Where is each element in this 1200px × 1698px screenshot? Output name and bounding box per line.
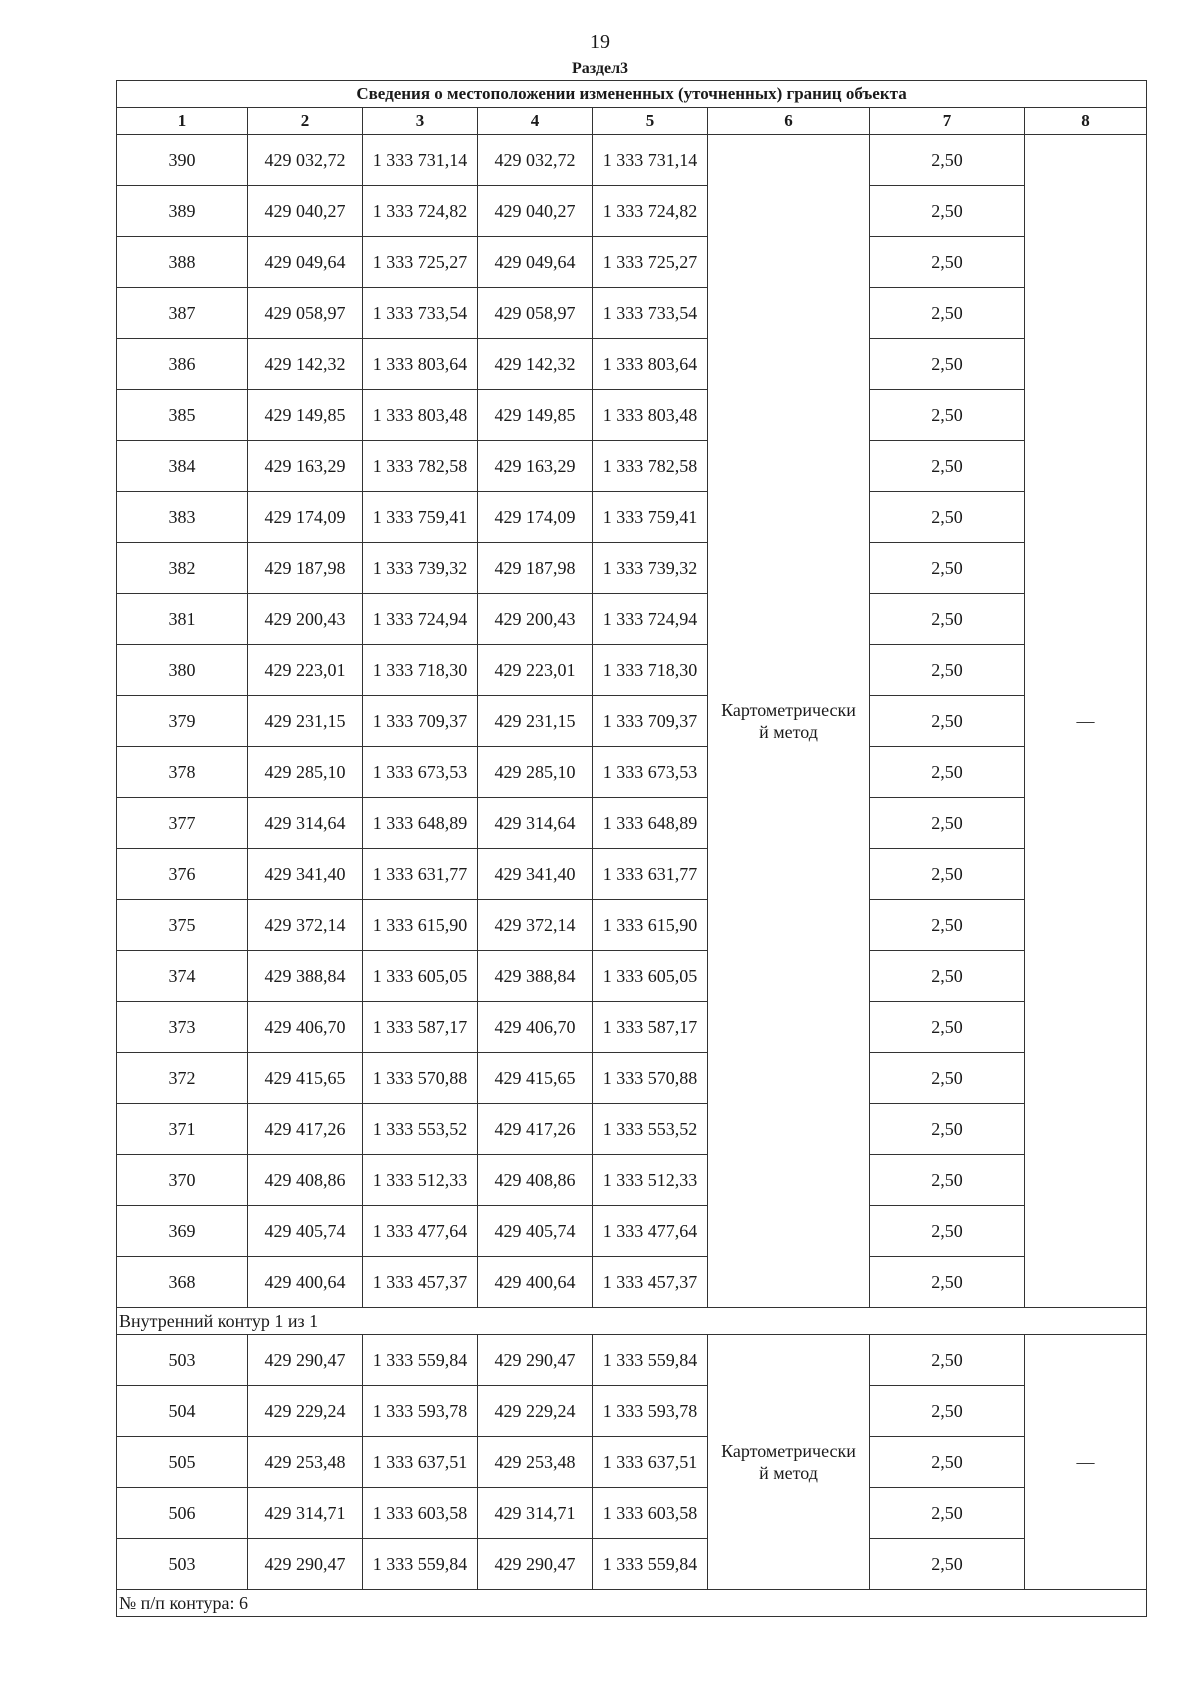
point-number-cell: 386 xyxy=(117,339,248,390)
accuracy-cell: 2,50 xyxy=(870,1539,1025,1590)
table-row xyxy=(117,951,1147,1002)
accuracy-cell: 2,50 xyxy=(870,1335,1025,1386)
y-coord-old-cell: 1 333 648,89 xyxy=(363,798,478,849)
x-coord-new-cell: 429 314,71 xyxy=(478,1488,593,1539)
y-coord-new-cell: 1 333 724,82 xyxy=(593,186,708,237)
table-row xyxy=(117,492,1147,543)
y-coord-old-cell: 1 333 559,84 xyxy=(363,1335,478,1386)
x-coord-new-cell: 429 142,32 xyxy=(478,339,593,390)
y-coord-new-cell: 1 333 457,37 xyxy=(593,1257,708,1308)
column-header-8: 8 xyxy=(1025,108,1147,135)
x-coord-old-cell: 429 142,32 xyxy=(248,339,363,390)
x-coord-new-cell: 429 163,29 xyxy=(478,441,593,492)
y-coord-new-cell: 1 333 631,77 xyxy=(593,849,708,900)
x-coord-old-cell: 429 408,86 xyxy=(248,1155,363,1206)
x-coord-old-cell: 429 049,64 xyxy=(248,237,363,288)
x-coord-old-cell: 429 290,47 xyxy=(248,1539,363,1590)
y-coord-old-cell: 1 333 739,32 xyxy=(363,543,478,594)
y-coord-new-cell: 1 333 615,90 xyxy=(593,900,708,951)
point-number-cell: 375 xyxy=(117,900,248,951)
y-coord-old-cell: 1 333 724,82 xyxy=(363,186,478,237)
y-coord-new-cell: 1 333 477,64 xyxy=(593,1206,708,1257)
table-row xyxy=(117,441,1147,492)
table-row xyxy=(117,696,1147,747)
y-coord-old-cell: 1 333 512,33 xyxy=(363,1155,478,1206)
point-number-cell: 378 xyxy=(117,747,248,798)
x-coord-new-cell: 429 372,14 xyxy=(478,900,593,951)
accuracy-cell: 2,50 xyxy=(870,390,1025,441)
x-coord-old-cell: 429 223,01 xyxy=(248,645,363,696)
accuracy-cell: 2,50 xyxy=(870,1386,1025,1437)
x-coord-new-cell: 429 174,09 xyxy=(478,492,593,543)
y-coord-old-cell: 1 333 673,53 xyxy=(363,747,478,798)
y-coord-new-cell: 1 333 733,54 xyxy=(593,288,708,339)
x-coord-old-cell: 429 388,84 xyxy=(248,951,363,1002)
accuracy-cell: 2,50 xyxy=(870,237,1025,288)
accuracy-cell: 2,50 xyxy=(870,747,1025,798)
point-number-cell: 503 xyxy=(117,1335,248,1386)
accuracy-cell: 2,50 xyxy=(870,849,1025,900)
y-coord-new-cell: 1 333 593,78 xyxy=(593,1386,708,1437)
x-coord-new-cell: 429 149,85 xyxy=(478,390,593,441)
table-row xyxy=(117,1053,1147,1104)
y-coord-old-cell: 1 333 587,17 xyxy=(363,1002,478,1053)
x-coord-new-cell: 429 200,43 xyxy=(478,594,593,645)
column-header-3: 3 xyxy=(363,108,478,135)
point-number-cell: 504 xyxy=(117,1386,248,1437)
x-coord-old-cell: 429 187,98 xyxy=(248,543,363,594)
y-coord-new-cell: 1 333 637,51 xyxy=(593,1437,708,1488)
point-number-cell: 390 xyxy=(117,135,248,186)
x-coord-old-cell: 429 405,74 xyxy=(248,1206,363,1257)
x-coord-new-cell: 429 290,47 xyxy=(478,1335,593,1386)
x-coord-new-cell: 429 341,40 xyxy=(478,849,593,900)
x-coord-old-cell: 429 174,09 xyxy=(248,492,363,543)
y-coord-new-cell: 1 333 709,37 xyxy=(593,696,708,747)
y-coord-new-cell: 1 333 731,14 xyxy=(593,135,708,186)
column-8-cell: — xyxy=(1025,135,1147,1308)
x-coord-new-cell: 429 417,26 xyxy=(478,1104,593,1155)
x-coord-new-cell: 429 032,72 xyxy=(478,135,593,186)
accuracy-cell: 2,50 xyxy=(870,951,1025,1002)
table-row xyxy=(117,1104,1147,1155)
table-row xyxy=(117,1155,1147,1206)
y-coord-old-cell: 1 333 731,14 xyxy=(363,135,478,186)
x-coord-new-cell: 429 058,97 xyxy=(478,288,593,339)
y-coord-old-cell: 1 333 559,84 xyxy=(363,1539,478,1590)
point-number-cell: 370 xyxy=(117,1155,248,1206)
x-coord-new-cell: 429 406,70 xyxy=(478,1002,593,1053)
accuracy-cell: 2,50 xyxy=(870,339,1025,390)
x-coord-new-cell: 429 408,86 xyxy=(478,1155,593,1206)
inner-contour-rows xyxy=(117,1335,1147,1590)
accuracy-cell: 2,50 xyxy=(870,798,1025,849)
point-number-cell: 368 xyxy=(117,1257,248,1308)
y-coord-old-cell: 1 333 593,78 xyxy=(363,1386,478,1437)
x-coord-old-cell: 429 032,72 xyxy=(248,135,363,186)
table-row xyxy=(117,594,1147,645)
y-coord-old-cell: 1 333 709,37 xyxy=(363,696,478,747)
table-row xyxy=(117,1488,1147,1539)
y-coord-new-cell: 1 333 803,48 xyxy=(593,390,708,441)
point-number-cell: 387 xyxy=(117,288,248,339)
x-coord-old-cell: 429 229,24 xyxy=(248,1386,363,1437)
outer-contour-rows xyxy=(117,135,1147,1308)
x-coord-new-cell: 429 285,10 xyxy=(478,747,593,798)
x-coord-new-cell: 429 388,84 xyxy=(478,951,593,1002)
page-number: 19 xyxy=(590,31,610,53)
method-cell: Картометрически й метод xyxy=(708,135,870,1308)
y-coord-new-cell: 1 333 512,33 xyxy=(593,1155,708,1206)
y-coord-new-cell: 1 333 559,84 xyxy=(593,1539,708,1590)
x-coord-old-cell: 429 372,14 xyxy=(248,900,363,951)
column-header-4: 4 xyxy=(478,108,593,135)
point-number-cell: 379 xyxy=(117,696,248,747)
y-coord-old-cell: 1 333 759,41 xyxy=(363,492,478,543)
column-header-6: 6 xyxy=(708,108,870,135)
table-row xyxy=(117,288,1147,339)
x-coord-new-cell: 429 405,74 xyxy=(478,1206,593,1257)
y-coord-old-cell: 1 333 803,64 xyxy=(363,339,478,390)
point-number-cell: 506 xyxy=(117,1488,248,1539)
x-coord-old-cell: 429 058,97 xyxy=(248,288,363,339)
y-coord-new-cell: 1 333 570,88 xyxy=(593,1053,708,1104)
y-coord-old-cell: 1 333 605,05 xyxy=(363,951,478,1002)
y-coord-old-cell: 1 333 631,77 xyxy=(363,849,478,900)
accuracy-cell: 2,50 xyxy=(870,1053,1025,1104)
x-coord-new-cell: 429 223,01 xyxy=(478,645,593,696)
y-coord-old-cell: 1 333 725,27 xyxy=(363,237,478,288)
y-coord-new-cell: 1 333 587,17 xyxy=(593,1002,708,1053)
y-coord-old-cell: 1 333 603,58 xyxy=(363,1488,478,1539)
x-coord-old-cell: 429 231,15 xyxy=(248,696,363,747)
point-number-cell: 385 xyxy=(117,390,248,441)
table-row xyxy=(117,747,1147,798)
table-row xyxy=(117,1437,1147,1488)
table-caption: Сведения о местоположении измененных (уточненных) границ объекта xyxy=(117,81,1147,108)
x-coord-new-cell: 429 187,98 xyxy=(478,543,593,594)
table-row xyxy=(117,645,1147,696)
y-coord-old-cell: 1 333 733,54 xyxy=(363,288,478,339)
accuracy-cell: 2,50 xyxy=(870,1002,1025,1053)
point-number-cell: 380 xyxy=(117,645,248,696)
accuracy-cell: 2,50 xyxy=(870,1206,1025,1257)
inner-contour-label: Внутренний контур 1 из 1 xyxy=(117,1308,1147,1335)
y-coord-old-cell: 1 333 615,90 xyxy=(363,900,478,951)
y-coord-new-cell: 1 333 559,84 xyxy=(593,1335,708,1386)
accuracy-cell: 2,50 xyxy=(870,492,1025,543)
x-coord-old-cell: 429 285,10 xyxy=(248,747,363,798)
x-coord-old-cell: 429 163,29 xyxy=(248,441,363,492)
column-8-cell: — xyxy=(1025,1335,1147,1590)
x-coord-new-cell: 429 231,15 xyxy=(478,696,593,747)
column-header-5: 5 xyxy=(593,108,708,135)
x-coord-new-cell: 429 415,65 xyxy=(478,1053,593,1104)
column-header-1: 1 xyxy=(117,108,248,135)
y-coord-old-cell: 1 333 637,51 xyxy=(363,1437,478,1488)
table-row xyxy=(117,1539,1147,1590)
column-header-row xyxy=(117,108,1147,135)
table-row xyxy=(117,1257,1147,1308)
y-coord-new-cell: 1 333 782,58 xyxy=(593,441,708,492)
y-coord-new-cell: 1 333 739,32 xyxy=(593,543,708,594)
x-coord-old-cell: 429 200,43 xyxy=(248,594,363,645)
x-coord-old-cell: 429 314,71 xyxy=(248,1488,363,1539)
table-row xyxy=(117,237,1147,288)
method-cell: Картометрически й метод xyxy=(708,1335,870,1590)
y-coord-new-cell: 1 333 725,27 xyxy=(593,237,708,288)
y-coord-old-cell: 1 333 724,94 xyxy=(363,594,478,645)
table-row xyxy=(117,339,1147,390)
table-row xyxy=(117,1335,1147,1386)
y-coord-old-cell: 1 333 553,52 xyxy=(363,1104,478,1155)
point-number-cell: 384 xyxy=(117,441,248,492)
point-number-cell: 388 xyxy=(117,237,248,288)
accuracy-cell: 2,50 xyxy=(870,288,1025,339)
y-coord-old-cell: 1 333 803,48 xyxy=(363,390,478,441)
y-coord-new-cell: 1 333 553,52 xyxy=(593,1104,708,1155)
point-number-cell: 383 xyxy=(117,492,248,543)
contour-number-label: № п/п контура: 6 xyxy=(117,1590,1147,1617)
accuracy-cell: 2,50 xyxy=(870,900,1025,951)
accuracy-cell: 2,50 xyxy=(870,1437,1025,1488)
point-number-cell: 372 xyxy=(117,1053,248,1104)
point-number-cell: 389 xyxy=(117,186,248,237)
y-coord-new-cell: 1 333 605,05 xyxy=(593,951,708,1002)
boundary-coordinates-table xyxy=(116,80,1147,1617)
accuracy-cell: 2,50 xyxy=(870,696,1025,747)
x-coord-new-cell: 429 290,47 xyxy=(478,1539,593,1590)
table-row xyxy=(117,798,1147,849)
point-number-cell: 381 xyxy=(117,594,248,645)
x-coord-old-cell: 429 406,70 xyxy=(248,1002,363,1053)
y-coord-old-cell: 1 333 457,37 xyxy=(363,1257,478,1308)
section-title: Раздел3 xyxy=(571,60,629,77)
column-header-7: 7 xyxy=(870,108,1025,135)
accuracy-cell: 2,50 xyxy=(870,135,1025,186)
point-number-cell: 505 xyxy=(117,1437,248,1488)
point-number-cell: 371 xyxy=(117,1104,248,1155)
accuracy-cell: 2,50 xyxy=(870,543,1025,594)
point-number-cell: 369 xyxy=(117,1206,248,1257)
x-coord-old-cell: 429 253,48 xyxy=(248,1437,363,1488)
x-coord-new-cell: 429 314,64 xyxy=(478,798,593,849)
x-coord-new-cell: 429 253,48 xyxy=(478,1437,593,1488)
y-coord-new-cell: 1 333 603,58 xyxy=(593,1488,708,1539)
x-coord-new-cell: 429 400,64 xyxy=(478,1257,593,1308)
x-coord-old-cell: 429 400,64 xyxy=(248,1257,363,1308)
point-number-cell: 376 xyxy=(117,849,248,900)
accuracy-cell: 2,50 xyxy=(870,594,1025,645)
y-coord-old-cell: 1 333 782,58 xyxy=(363,441,478,492)
column-header-2: 2 xyxy=(248,108,363,135)
x-coord-old-cell: 429 290,47 xyxy=(248,1335,363,1386)
y-coord-old-cell: 1 333 477,64 xyxy=(363,1206,478,1257)
x-coord-old-cell: 429 415,65 xyxy=(248,1053,363,1104)
table-row xyxy=(117,1206,1147,1257)
point-number-cell: 377 xyxy=(117,798,248,849)
y-coord-new-cell: 1 333 759,41 xyxy=(593,492,708,543)
point-number-cell: 382 xyxy=(117,543,248,594)
table-row xyxy=(117,543,1147,594)
table-row xyxy=(117,186,1147,237)
y-coord-new-cell: 1 333 673,53 xyxy=(593,747,708,798)
x-coord-new-cell: 429 229,24 xyxy=(478,1386,593,1437)
accuracy-cell: 2,50 xyxy=(870,1488,1025,1539)
point-number-cell: 373 xyxy=(117,1002,248,1053)
accuracy-cell: 2,50 xyxy=(870,441,1025,492)
x-coord-old-cell: 429 314,64 xyxy=(248,798,363,849)
x-coord-old-cell: 429 341,40 xyxy=(248,849,363,900)
point-number-cell: 374 xyxy=(117,951,248,1002)
y-coord-new-cell: 1 333 803,64 xyxy=(593,339,708,390)
x-coord-new-cell: 429 040,27 xyxy=(478,186,593,237)
table-row xyxy=(117,900,1147,951)
accuracy-cell: 2,50 xyxy=(870,186,1025,237)
y-coord-new-cell: 1 333 648,89 xyxy=(593,798,708,849)
table-row xyxy=(117,390,1147,441)
y-coord-old-cell: 1 333 570,88 xyxy=(363,1053,478,1104)
table-row xyxy=(117,1386,1147,1437)
accuracy-cell: 2,50 xyxy=(870,1257,1025,1308)
accuracy-cell: 2,50 xyxy=(870,1155,1025,1206)
x-coord-new-cell: 429 049,64 xyxy=(478,237,593,288)
y-coord-new-cell: 1 333 724,94 xyxy=(593,594,708,645)
y-coord-old-cell: 1 333 718,30 xyxy=(363,645,478,696)
accuracy-cell: 2,50 xyxy=(870,645,1025,696)
point-number-cell: 503 xyxy=(117,1539,248,1590)
x-coord-old-cell: 429 040,27 xyxy=(248,186,363,237)
table-row xyxy=(117,1002,1147,1053)
y-coord-new-cell: 1 333 718,30 xyxy=(593,645,708,696)
accuracy-cell: 2,50 xyxy=(870,1104,1025,1155)
table-row xyxy=(117,849,1147,900)
x-coord-old-cell: 429 417,26 xyxy=(248,1104,363,1155)
table-row xyxy=(117,135,1147,186)
x-coord-old-cell: 429 149,85 xyxy=(248,390,363,441)
